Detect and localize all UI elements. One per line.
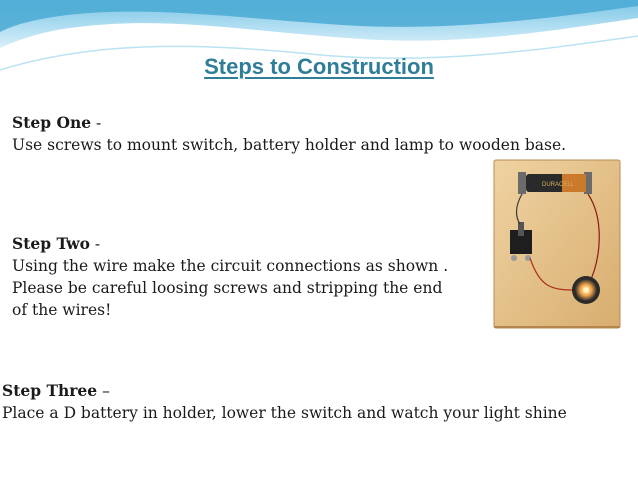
- step-heading: Step Three: [2, 381, 98, 400]
- battery-brand: DURACELL: [542, 182, 575, 188]
- step-two: [12, 233, 448, 321]
- step-separator: -: [89, 235, 101, 253]
- lamp: [572, 276, 600, 304]
- step-one: [12, 112, 566, 156]
- step-heading: Step Two: [12, 234, 90, 253]
- step-text: of the wires!: [12, 301, 112, 319]
- slide-title: Steps to Construction: [204, 54, 434, 79]
- battery-holder: [518, 172, 592, 194]
- step-text: Use screws to mount switch, battery holder and lamp to wooden base.: [12, 136, 567, 154]
- step-text: Please be careful loosing screws and stripping the end: [12, 279, 443, 297]
- step-heading: Step One: [12, 113, 92, 132]
- step-text: Using the wire make the circuit connections as shown .: [12, 257, 449, 275]
- step-text: Place a D battery in holder, lower the switch and watch your light shine: [2, 404, 567, 422]
- step-separator: -: [91, 114, 102, 132]
- circuit-board-photo: [492, 158, 622, 330]
- step-three: [2, 380, 567, 424]
- step-separator: –: [97, 382, 110, 400]
